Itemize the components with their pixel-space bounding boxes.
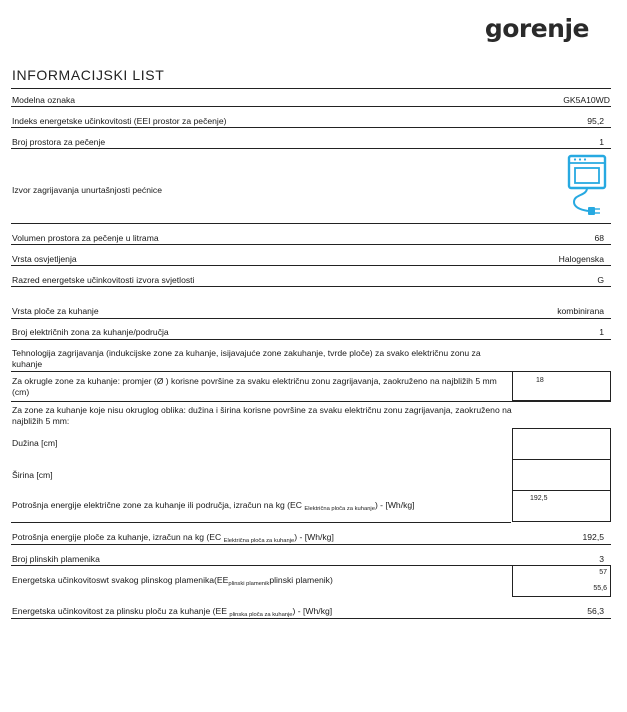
divider [11, 286, 611, 287]
model-value: GK5A10WD [563, 95, 610, 105]
burner-efficiency-value-2: 55,6 [593, 585, 607, 592]
volume-value: 68 [594, 233, 604, 243]
length-label: Dužina [cm] [12, 438, 58, 448]
electric-zones-value: 1 [599, 327, 604, 337]
volume-label: Volumen prostora za pečenje u litrama [12, 233, 159, 243]
nonround-zone-label: Za zone za kuhanje koje nisu okruglog oblika: dužina i širina korisne površine za svaku električnu zonu zagrijavanja, zaokruženo na najbližih 5 mm: [12, 405, 512, 426]
hob-type-label: Vrsta ploče za kuhanje [12, 306, 99, 316]
electric-zones-label: Broj električnih zona za kuhanje/područja [12, 327, 169, 337]
divider [11, 148, 611, 149]
divider [11, 106, 611, 107]
length-box [512, 428, 611, 460]
zone-consumption-label: Potrošnja energije električne zone za kuhanje ili područja, izračun na kg (EC $_{Električna ploča za kuhanje}$) - [Wh/kg] [12, 500, 415, 512]
light-type-value: Halogenska [558, 254, 604, 264]
round-zone-value: 18 [536, 377, 544, 384]
divider [11, 618, 611, 619]
cavities-value: 1 [599, 137, 604, 147]
divider [11, 127, 611, 128]
eei-value: 95,2 [587, 116, 604, 126]
zone-consumption-box [512, 490, 611, 522]
model-label: Modelna oznaka [12, 95, 76, 105]
light-type-label: Vrsta osvjetljenja [12, 254, 77, 264]
gas-hob-efficiency-value: 56,3 [587, 606, 604, 616]
hob-consumption-value: 192,5 [582, 532, 604, 542]
divider [11, 265, 611, 266]
divider [11, 544, 611, 545]
zone-consumption-value: 192,5 [530, 495, 548, 502]
gas-hob-efficiency-label: Energetska učinkovitost za plinsku ploču za kuhanje (EE $_{plinska ploča za kuhanje}$) - [Wh/kg] [12, 606, 333, 618]
width-box [512, 459, 611, 491]
burner-efficiency-label: Energetska učinkovitoswt svakog plinskog $plamenika(EE_{plinski plamenik}plinski$ plamenik) [12, 575, 333, 587]
heat-source-label: Izvor zagrijavanja unurtašnjosti pećnice [12, 185, 162, 195]
burner-efficiency-box [512, 565, 611, 597]
electric-oven-plug-icon [566, 154, 610, 220]
burner-efficiency-value-1: 57 [599, 569, 607, 576]
divider [11, 223, 611, 224]
gas-burners-label: Broj plinskih plamenika [12, 554, 100, 564]
eei-label: Indeks energetske učinkovitosti (EEI prostor za pečenje) [12, 116, 227, 126]
divider [11, 318, 611, 319]
round-zone-label: Za okrugle zone za kuhanje: promjer (Ø ) korisne površine za svaku električnu zonu zagrijavanja, zaokruženo na najbližih 5 mm (cm) [12, 376, 497, 397]
hob-consumption-label: Potrošnja energije ploče za kuhanje, izračun na kg (EC $_{Električna ploča za kuhanje}$) - [Wh/kg] [12, 532, 334, 544]
divider [11, 522, 511, 523]
divider [11, 88, 611, 89]
hob-type-value: kombinirana [557, 306, 604, 316]
divider [11, 339, 611, 340]
light-class-label: Razred energetske učinkovitosti izvora svjetlosti [12, 275, 195, 285]
heating-tech-label: Tehnologija zagrijavanja (indukcijske zone za kuhanje, isijavajuće zone zakuhanje, tvrde ploče) za svako električnu zonu za kuhanje [12, 348, 481, 369]
light-class-value: G [597, 275, 604, 285]
gas-burners-value: 3 [599, 554, 604, 564]
brand-logo: gorenje [484, 14, 589, 43]
divider [11, 244, 611, 245]
divider [11, 401, 611, 402]
round-zone-box [512, 371, 611, 401]
cavities-label: Broj prostora za pečenje [12, 137, 106, 147]
width-label: Širina [cm] [12, 470, 53, 480]
page-title: INFORMACIJSKI LIST [12, 67, 165, 83]
